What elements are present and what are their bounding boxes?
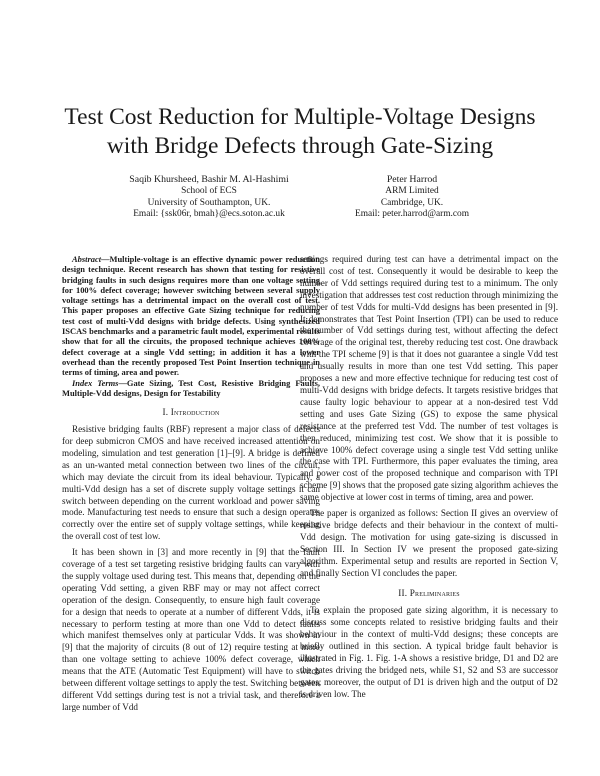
author-affiliation: University of Southampton, UK. xyxy=(147,197,271,208)
body-paragraph: The paper is organized as follows: Section II gives an overview of resistive bridge defects and their behaviour in the context of multi-Vdd design. The motivation for using gate-sizing is discussed in Section III. In Section IV we present the proposed gate-sizing algorithm. Experimental setup and results are reported in Section V, and finally Section VI concludes the paper. xyxy=(300,508,558,578)
author-affiliation: Cambridge, UK. xyxy=(380,197,444,208)
author-block-2 xyxy=(332,174,492,221)
index-terms-label: Index Terms xyxy=(72,377,119,388)
paper-title xyxy=(40,103,560,161)
body-paragraph: settings required during test can have a detrimental impact on the overall cost of test. Consequently it would be desirable to keep the number of Vdd settings required during test to a minimum. The only investigation that addresses test cost reduction through minimizing the number of test Vdds for multi-Vdd designs has been presented in [9]. It demonstrates that Test Point Insertion (TPI) can be used to reduce the number of Vdd settings during test, without affecting the defect coverage of the original test, thereby reducing test cost. One drawback with the TPI scheme [9] is that it does not guarantee a single Vdd test and usually results in more than one test Vdd setting. This paper proposes a new and more effective technique for reducing test cost of multi-Vdd designs with bridge defects. It targets resistive bridges that cause faulty logic behaviour to appear at a non-desired test Vdd setting and uses Gate Sizing (GS) to expose the same physical resistance at the preferred test Vdd. The number of test voltages is then reduced, minimizing test cost. We show that it is possible to achieve 100% defect coverage using a single test Vdd setting unlike the case with TPI. Furthermore, this paper evaluates the timing, area and power cost of the proposed technique and comparison with TPI scheme [9] shows that the proposed gate sizing algorithm achieves the same objective at lower cost in terms of timing, area and power. xyxy=(300,254,558,503)
section-number: II. xyxy=(398,588,408,599)
author-names: Peter Harrod xyxy=(386,174,438,185)
author-affiliation: ARM Limited xyxy=(385,185,439,196)
right-column xyxy=(300,254,558,701)
author-names: Saqib Khursheed, Bashir M. Al-Hashimi xyxy=(129,174,289,185)
body-paragraph: To explain the proposed gate sizing algorithm, it is necessary to discuss some concepts related to resistive bridging faults and their behaviour in the context of multi-Vdd designs; these concepts are briefly outlined in this section. A typical bridge fault behavior is illustrated in Fig. 1. Fig. 1-A shows a resistive bridge, D1 and D2 are the gates driving the bridged nets, while S1, S2 and S3 are successor gates; moreover, the output of D1 is driven high and the output of D2 is driven low. The xyxy=(300,605,558,699)
author-email: Email: {ssk06r, bmah}@ecs.soton.ac.uk xyxy=(133,209,285,220)
abstract-text: Multiple-voltage is an effective dynamic power reduction design technique. Recent research has shown that testing for resistive bridging faults in such designs requires more than one voltage setting for 100% defect coverage; however switching between several supply voltage settings has a detrimental impact on the overall cost of test. This paper proposes an effective Gate Sizing technique for reducing test cost of multi-Vdd designs with bridge defects. Using synthesized ISCAS benchmarks and a parametric fault model, experimental results show that for all the circuits, the proposed technique achieves 100% defect coverage at a single Vdd setting; in addition it has a lower overhead than the recently proposed Test Point Insertion technique in terms of timing, area and power. xyxy=(62,254,320,378)
body-paragraph: It has been shown in [3] and more recently in [9] that the fault coverage of a test set targeting resistive bridging faults can vary with the supply voltage used during test. This means that, depending on the operating Vdd setting, a given RBF may or may not affect correct operation of the design. Consequently, to ensure high fault coverage for a design that needs to operate at a number of different Vdds, it is necessary to perform testing at more than one Vdd to detect faults which manifest themselves only at particular Vdds. It was shown in [9] that the majority of circuits (8 out of 12) require testing at more than one voltage setting to achieve 100% defect coverage, which means that the ATE (Automatic Test Equipment) will have to switch between different voltage settings to apply the test. Switching between different Vdd settings during test is not a trivial task, and therefore a large number of Vdd xyxy=(62,547,320,712)
left-column xyxy=(62,254,320,714)
section-title: Introduction xyxy=(170,407,220,418)
index-terms-text: Gate Sizing, Test Cost, Resistive Bridging Faults, Multiple-Vdd designs, Design for Testability xyxy=(62,377,320,398)
author-affiliation: School of ECS xyxy=(181,185,237,196)
section-heading-introduction xyxy=(62,407,320,419)
abstract: Abstract—Multiple-voltage is an effective dynamic power reduction design technique. Recent research has shown that testing for resistive bridging faults in such designs requires more than one voltage setting for 100% defect coverage; however switching between several supply voltage settings has a detrimental impact on the overall cost of test. This paper proposes an effective Gate Sizing technique for reducing test cost of multi-Vdd designs with bridge defects. Using synthesized ISCAS benchmarks and a parametric fault model, experimental results show that for all the circuits, the proposed technique achieves 100% defect coverage at a single Vdd setting; in addition it has a lower overhead than the recently proposed Test Point Insertion technique in terms of timing, area and power. xyxy=(62,254,320,378)
author-block-1 xyxy=(104,174,314,221)
section-number: I. xyxy=(162,407,169,418)
abstract-label: Abstract xyxy=(72,254,102,264)
author-email: Email: peter.harrod@arm.com xyxy=(354,209,470,220)
index-terms: Index Terms—Gate Sizing, Test Cost, Resistive Bridging Faults, Multiple-Vdd designs, Design for Testability xyxy=(62,377,320,398)
title-line-1: Test Cost Reduction for Multiple-Voltage Designs xyxy=(64,104,536,130)
body-paragraph: Resistive bridging faults (RBF) represent a major class of defects for deep submicron CMOS and have received increased attention on modeling, simulation and test generation [1]–[9]. A bridge is defined as an un-wanted metal connection between two lines of the circuit, which may deviate the circuit from its ideal behaviour. Typically, a multi-Vdd design has a set of discrete supply voltage settings it can switch between depending on the current workload and power saving mode. Manufacturing test needs to ensure that such a design operates correctly over the entire set of supply voltage settings, while keeping the overall cost of test low. xyxy=(62,424,320,542)
section-title: Preliminaries xyxy=(409,588,460,599)
title-line-2: with Bridge Defects through Gate-Sizing xyxy=(106,133,494,159)
section-heading-preliminaries xyxy=(300,588,558,600)
